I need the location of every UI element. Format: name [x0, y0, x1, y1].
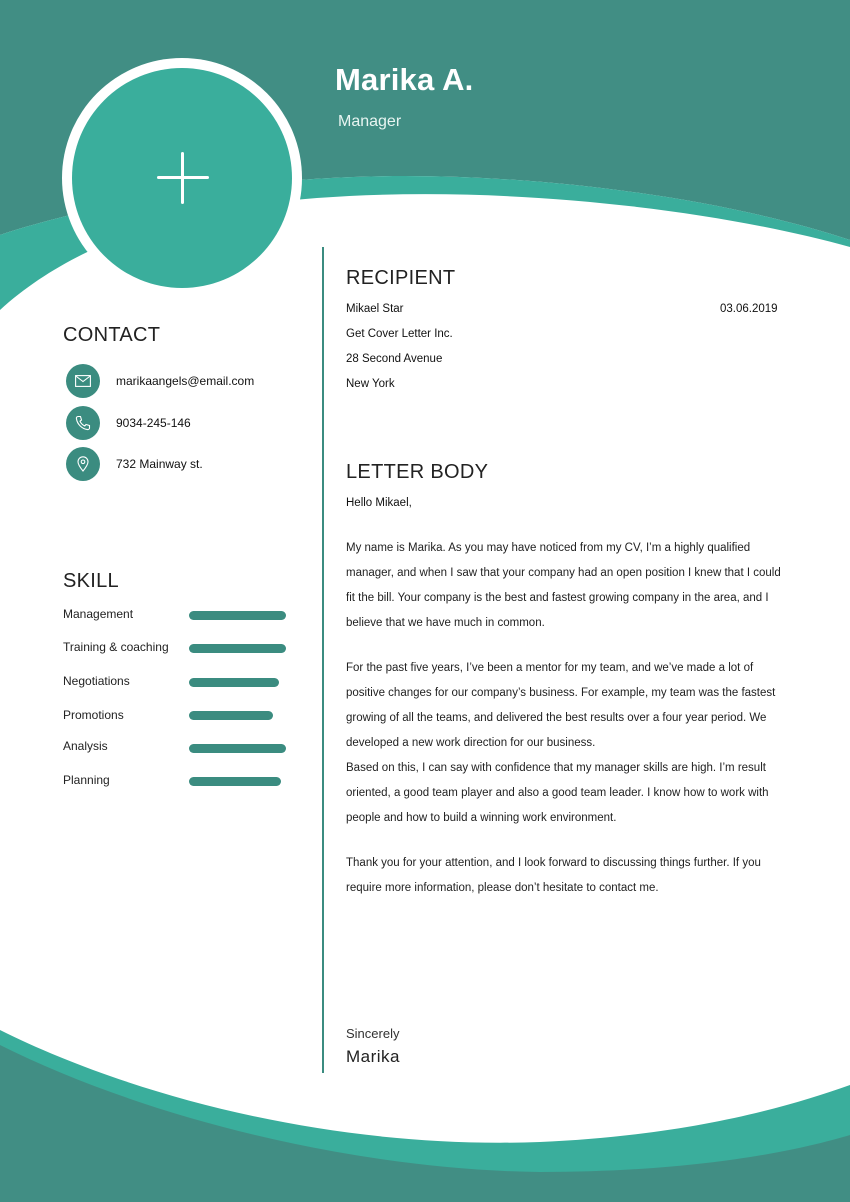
skill-label: Planning	[63, 773, 110, 787]
paragraph-line: developed a new work direction for our business.	[346, 737, 596, 749]
recipient-name: Mikael Star	[346, 303, 404, 315]
paragraph-line: people and how to build a winning work environment.	[346, 812, 617, 824]
letter-paragraph-2	[346, 656, 806, 831]
letter-signature: Marika	[346, 1047, 401, 1066]
letter-date: 03.06.2019	[720, 303, 778, 315]
paragraph-line: Thank you for your attention, and I look forward to discussing things further. If you	[346, 857, 761, 869]
paragraph-line: My name is Marika. As you may have noticed from my CV, I’m a highly qualified	[346, 542, 751, 554]
skill-label: Negotiations	[63, 674, 130, 688]
column-divider	[322, 247, 324, 1073]
applicant-title: Manager	[338, 113, 402, 130]
skill-bar	[189, 644, 286, 653]
contact-address-row	[66, 447, 203, 481]
letter-greeting: Hello Mikael,	[346, 497, 412, 509]
contact-email[interactable]: marikaangels@email.com	[116, 374, 255, 388]
contact-phone-row	[66, 406, 191, 440]
paragraph-line: oriented, a good team player and also a good team leader. I know how to work with	[346, 787, 769, 799]
recipient-heading: RECIPIENT	[346, 267, 456, 289]
recipient-street: 28 Second Avenue	[346, 353, 443, 365]
recipient-company: Get Cover Letter Inc.	[346, 328, 453, 340]
skill-heading: SKILL	[63, 570, 119, 592]
skill-label: Analysis	[63, 739, 108, 753]
paragraph-line: fit the bill. Your company is the best and fastest growing company in the area, and I	[346, 592, 769, 604]
skill-bar	[189, 611, 286, 620]
contact-address: 732 Mainway st.	[116, 457, 203, 471]
letter-body-heading: LETTER BODY	[346, 461, 489, 483]
paragraph-line: believe that we have much in common.	[346, 617, 545, 629]
paragraph-line: growing of all the teams, and delivered the best results over a four year period. We	[346, 712, 767, 724]
contact-heading: CONTACT	[63, 324, 161, 346]
recipient-city: New York	[346, 378, 395, 390]
contact-email-row	[66, 364, 254, 398]
applicant-name: Marika A.	[335, 62, 474, 97]
paragraph-line: require more information, please don’t hesitate to contact me.	[346, 882, 659, 894]
location-pin-icon	[66, 447, 100, 481]
skill-label: Promotions	[63, 708, 124, 722]
letter-paragraph-3	[346, 851, 806, 901]
skill-bar	[189, 744, 286, 753]
paragraph-line: positive changes for our company’s business. For example, my team was the fastest	[346, 687, 776, 699]
paragraph-line: For the past five years, I’ve been a mentor for my team, and we’ve made a lot of	[346, 662, 754, 674]
paragraph-line: manager, and when I saw that your company had an open position I knew that I could	[346, 567, 781, 579]
envelope-icon	[66, 364, 100, 398]
paragraph-line: Based on this, I can say with confidence that my manager skills are high. I’m result	[346, 762, 766, 774]
skill-bar	[189, 678, 279, 687]
skill-bar	[189, 711, 273, 720]
letter-paragraph-1	[346, 536, 806, 636]
letter-closing: Sincerely	[346, 1026, 400, 1041]
skill-bar	[189, 777, 281, 786]
phone-icon	[66, 406, 100, 440]
contact-phone[interactable]: 9034-245-146	[116, 416, 191, 430]
skill-label: Training & coaching	[63, 640, 169, 654]
skill-label: Management	[63, 607, 134, 621]
